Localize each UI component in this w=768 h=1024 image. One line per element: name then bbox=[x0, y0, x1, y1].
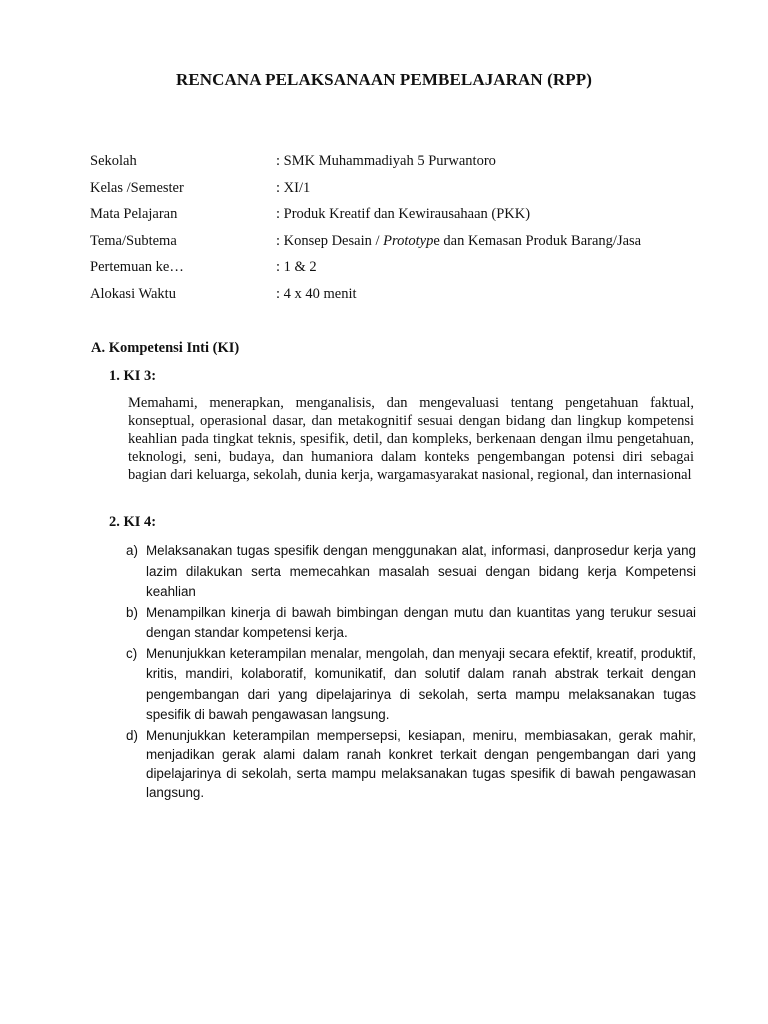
section-a-heading: A. Kompetensi Inti (KI) bbox=[91, 340, 240, 356]
list-item-c bbox=[126, 644, 696, 726]
info-value: : 1 & 2 bbox=[276, 259, 317, 275]
ki4-list bbox=[126, 541, 696, 802]
info-label: Alokasi Waktu bbox=[90, 285, 176, 302]
info-value-prefix: : Konsep Desain / bbox=[276, 232, 384, 249]
info-label: Sekolah bbox=[90, 153, 137, 169]
list-item-a bbox=[126, 541, 696, 603]
list-item-text: Melaksanakan tugas spesifik dengan menggunakan alat, informasi, danprosedur kerja yang lazim dilakukan serta memecahkan masalah sesuai dengan bidang kerja Kompetensi keahlian bbox=[146, 543, 696, 599]
ki3-paragraph: Memahami, menerapkan, menganalisis, dan mengevaluasi tentang pengetahuan faktual, konseptual, operasional dasar, dan metakognitif sesuai dengan bidang dan lingkup kompetensi keahlian pada tingkat teknis, spesifik, detil, dan kompleks, berkenaan dengan ilmu pengetahuan, teknologi, seni, budaya, dan humaniora dalam konteks pengembangan potensi diri sebagai bagian dari keluarga, sekolah, dunia kerja, wargamasyarakat nasional, regional, dan internasional bbox=[128, 395, 694, 483]
info-label: Tema/Subtema bbox=[90, 232, 177, 249]
info-row-pertemuan bbox=[90, 257, 690, 284]
list-item-text: Menampilkan kinerja di bawah bimbingan dengan mutu dan kuantitas yang terukur sesuai dengan standar kompetensi kerja. bbox=[146, 604, 696, 640]
list-marker: d) bbox=[126, 727, 138, 743]
info-value-suffix: e dan Kemasan Produk Barang/Jasa bbox=[433, 232, 642, 249]
info-label: Kelas /Semester bbox=[90, 179, 184, 196]
ki3-heading: 1. KI 3: bbox=[109, 368, 157, 384]
list-marker: a) bbox=[126, 543, 138, 558]
list-marker: b) bbox=[126, 604, 138, 620]
info-row-kelas bbox=[90, 178, 690, 205]
info-value-italic: Prototyp bbox=[383, 232, 434, 249]
info-value: : XI/1 bbox=[276, 179, 311, 196]
info-row-tema bbox=[90, 231, 690, 258]
list-item-d bbox=[126, 726, 696, 802]
info-label: Mata Pelajaran bbox=[90, 206, 178, 222]
info-value bbox=[276, 231, 641, 251]
info-row-alokasi bbox=[90, 284, 690, 311]
info-value: : 4 x 40 menit bbox=[276, 285, 357, 302]
info-value: : SMK Muhammadiyah 5 Purwantoro bbox=[276, 153, 496, 169]
list-marker: c) bbox=[126, 645, 138, 661]
info-label: Pertemuan ke… bbox=[90, 259, 184, 275]
list-item-text: Menunjukkan keterampilan mempersepsi, kesiapan, meniru, membiasakan, gerak mahir, menjadikan gerak alami dalam ranah konkret terkait dengan pengembangan dari yang dipelajarinya di sekolah, serta mampu melaksanakan tugas spesifik di bawah pengawasan langsung. bbox=[146, 727, 696, 800]
list-item-text: Menunjukkan keterampilan menalar, mengolah, dan menyaji secara efektif, kreatif, produktif, kritis, mandiri, kolaboratif, komunikatif, dan solutif dalam ranah abstrak terkait dengan pengembangan dari yang dipelajarinya di sekolah, serta mampu melaksanakan tugas spesifik di bawah pengawasan langsung. bbox=[146, 645, 696, 722]
info-row-mapel bbox=[90, 204, 690, 231]
info-row-sekolah bbox=[90, 151, 690, 178]
info-value: : Produk Kreatif dan Kewirausahaan (PKK) bbox=[276, 206, 531, 222]
ki4-heading: 2. KI 4: bbox=[109, 514, 157, 530]
list-item-b bbox=[126, 603, 696, 644]
identity-table bbox=[90, 151, 690, 310]
document-title: RENCANA PELAKSANAAN PEMBELAJARAN (RPP) bbox=[175, 70, 593, 89]
